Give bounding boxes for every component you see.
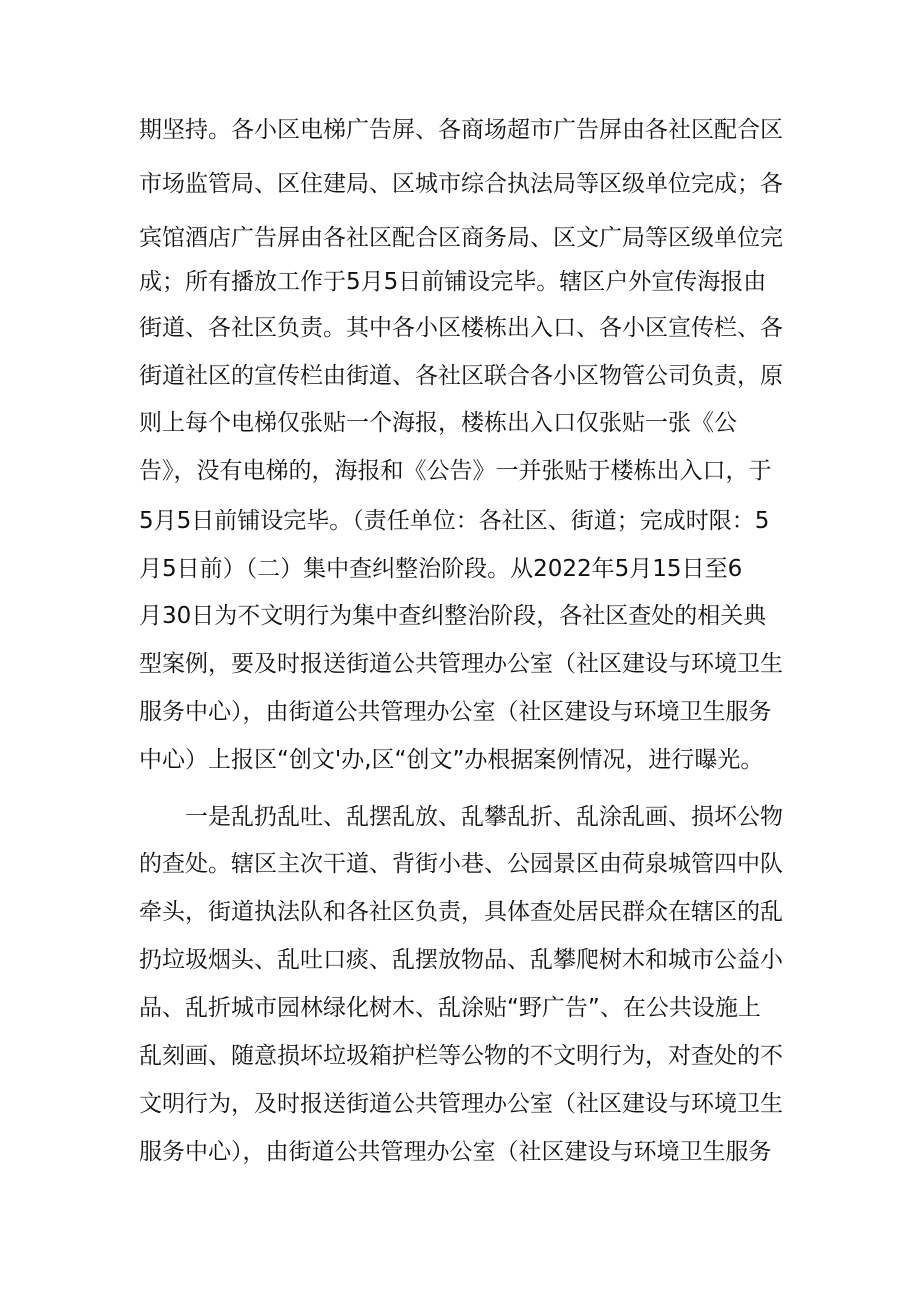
line-text: 期坚持。各小区电梯广告屏、各商场超市广告屏由各社区配合区 <box>139 117 783 143</box>
text-line <box>139 312 789 344</box>
line-text: 扔垃圾烟头、乱吐口痰、乱摆放物品、乱攀爬树木和城市公益小 <box>139 947 783 973</box>
line-text: 文明行为，及时报送街道公共管理办公室（社区建设与环境卫生 <box>139 1091 783 1117</box>
line-text: 品、乱折城市园林绿化树木、乱涂贴“野广告”、在公共设施上 <box>139 995 761 1021</box>
text-line <box>139 944 789 976</box>
text-line <box>139 1040 789 1072</box>
line-text: 乱刻画、随意损坏垃圾箱护栏等公物的不文明行为，对查处的不 <box>139 1043 783 1069</box>
text-line <box>139 266 789 298</box>
text-line <box>139 992 789 1024</box>
line-text: 市场监管局、区住建局、区城市综合执法局等区级单位完成；各 <box>139 171 783 197</box>
text-line <box>139 648 789 680</box>
text-line <box>139 505 789 537</box>
line-text: 月30日为不文明行为集中查纠整治阶段，各社区查处的相关典 <box>139 603 767 629</box>
line-text: 一是乱扔乱吐、乱摆乱放、乱攀乱折、乱涂乱画、损坏公物 <box>185 804 783 830</box>
line-text: 月5日前）（二）集中查纠整治阶段。从2022年5月15日至6 <box>139 556 743 582</box>
line-text: 中心）上报区“创文'办,区“创文”办根据案例情况，进行曝光。 <box>139 747 764 773</box>
line-text: 街道、各社区负责。其中各小区楼栋出入口、各小区宣传栏、各 <box>139 315 783 341</box>
text-line <box>139 168 789 200</box>
text-line <box>139 1136 789 1168</box>
line-text: 则上每个电梯仅张贴一个海报，楼栋出入口仅张贴一张《公 <box>139 410 737 436</box>
text-line <box>139 896 789 928</box>
line-text: 的查处。辖区主次干道、背街小巷、公园景区由荷泉城管四中队 <box>139 851 783 877</box>
text-line <box>139 1088 789 1120</box>
line-text: 服务中心），由街道公共管理办公室（社区建设与环境卫生服务 <box>139 1139 772 1165</box>
line-text: 型案例，要及时报送街道公共管理办公室（社区建设与环境卫生 <box>139 651 783 677</box>
text-line <box>139 696 789 728</box>
line-text: 服务中心），由街道公共管理办公室（社区建设与环境卫生服务 <box>139 699 772 725</box>
text-line <box>139 114 789 146</box>
text-line-indented <box>185 801 789 833</box>
line-text: 告》，没有电梯的，海报和《公告》一并张贴于楼栋出入口，于 <box>139 458 772 484</box>
line-text: 5月5日前铺设完毕。（责任单位：各社区、街道；完成时限：5 <box>139 508 770 534</box>
text-line <box>139 407 789 439</box>
line-text: 宾馆酒店广告屏由各社区配合区商务局、区文广局等区级单位完 <box>139 225 783 251</box>
text-line <box>139 455 789 487</box>
line-text: 成；所有播放工作于5月5日前铺设完毕。辖区户外宣传海报由 <box>139 269 767 295</box>
text-line <box>139 360 789 392</box>
line-text: 牵头，街道执法队和各社区负责，具体查处居民群众在辖区的乱 <box>139 899 783 925</box>
text-line <box>139 848 789 880</box>
text-line <box>139 744 789 776</box>
line-text: 街道社区的宣传栏由街道、各社区联合各小区物管公司负责，原 <box>139 363 783 389</box>
text-line <box>139 600 789 632</box>
text-line <box>139 553 789 585</box>
text-line <box>139 222 789 254</box>
